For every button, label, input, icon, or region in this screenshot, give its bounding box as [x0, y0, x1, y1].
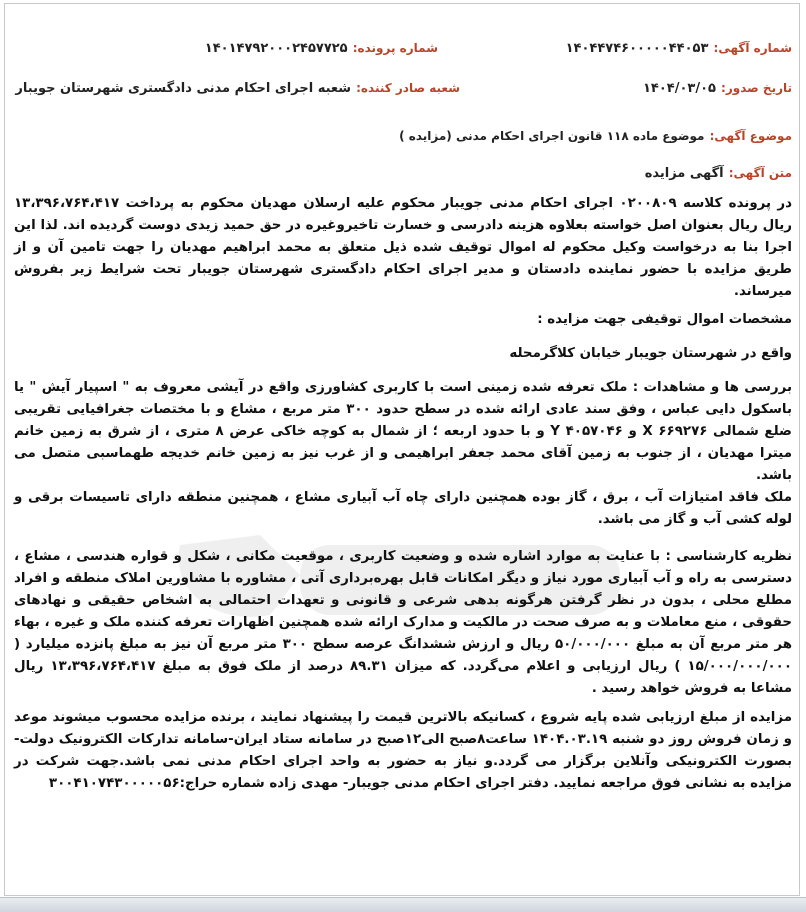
- bottom-scrollbar[interactable]: [0, 897, 806, 912]
- paragraph-expert-opinion: نظریه کارشناسی : با عنایت به موارد اشاره شده و وضعیت کاربری ، موقعیت مکانی ، شکل و قواره هندسی ، مشاع ، دسترسی به راه و آب آبیاری مورد نیاز و دیگر امکانات قابل بهره‌برداری آتی ، مشاوره با مشاورین املاک منطقه و افراد مطلع محلی ، بدون در نظر گرفتن هرگونه بدهی شرعی و قانونی و تعهدات احتمالی به اشخاص حقیقی و نهادهای حقوقی ، منع معاملات و به صرف صحت در مالکیت و مدارک ارائه شده همچنین اظهارات تعرفه کننده ملک و غیره ، بهاء هر متر مربع آن به مبلغ ۵۰/۰۰۰/۰۰۰ ریال و ارزش ششدانگ عرصه سطح ۳۰۰ متر مربع آن نیز به مبلغ پانزده میلیارد ( ۱۵/۰۰۰/۰۰۰/۰۰۰ ) ریال ارزیابی و اعلام می‌گردد. که میزان ۸۹.۳۱ درصد از ملک فوق به مبلغ ۱۳،۳۹۶،۷۶۴،۴۱۷ ریال مشاعا به فروش خواهد رسید .: [14, 549, 792, 696]
- paragraph-utilities: ملک فاقد امتیازات آب ، برق ، گاز بوده همچنین دارای چاه آب آبیاری مشاع ، همچنین منطقه دارای تاسیسات برقی و لوله کشی آب و گاز می باشد.: [14, 490, 792, 527]
- notice-number-row: [566, 37, 792, 56]
- issue-date-row: [643, 77, 792, 96]
- paragraph-auction-terms: مزایده از مبلغ ارزیابی شده پایه شروع ، کسانیکه بالاترین قیمت را پیشنهاد نمایند ، برنده مزایده محسوب میشوند موعد و زمان فروش روز دو شنبه ۱۴۰۴.۰۳.۱۹ ساعت۸صبح الی۱۲صبح در سامانه ستاد ایران-سامانه تدارکات الکترونیک دولت-بصورت الکترونیکی وآنلاین برگزار می گردد.و نیاز به حضور به واحد اجرای احکام مدنی نمی باشد.جهت شرکت در مزایده به نشانی فوق مراجعه نمایید. دفتر اجرای احکام مدنی جویبار- مهدی زاده شماره حراج:۳۰۰۴۱۰۷۴۳۰۰۰۰۰۵۶: [14, 710, 792, 791]
- notice-number-label: شماره آگهی:: [713, 41, 792, 55]
- case-number: ۱۴۰۱۴۷۹۲۰۰۰۲۴۵۷۷۲۵: [204, 41, 348, 56]
- paragraph-location: واقع در شهرستان جویبار خیابان کلاگرمحله: [509, 346, 792, 361]
- notice-text-title: آگهی مزایده: [644, 166, 724, 181]
- paragraph-inspection: بررسی ها و مشاهدات : ملک تعرفه شده زمینی است با کاربری کشاورزی واقع در آیشی معروف به " اسپیار آیش " یا باسکول دایی عباس ، وفق سند عادی ارائه شده در سطح حدود ۳۰۰ متر مربع ، مشاع و با مختصات جغرافیایی تقریبی ضلع شمالی X ۶۶۹۲۷۶ و Y ۴۰۵۷۰۴۶ و با حدود اربعه ؛ از شمال به کوچه خاکی عرض ۸ متری ، از شرق به زمین خانم میترا مهدیان ، از جنوب به زمین آقای محمد جعفر ابراهیمی و از غرب نیز به زمین خانم خدیجه طهماسبی متصل می باشد.: [14, 380, 792, 483]
- issue-date: ۱۴۰۴/۰۳/۰۵: [642, 81, 716, 96]
- issuer: شعبه اجرای احکام مدنی دادگستری شهرستان جویبار: [15, 81, 352, 96]
- notice-text-label: متن آگهی:: [728, 166, 792, 180]
- case-number-row: [205, 37, 438, 56]
- notice-number: ۱۴۰۴۴۷۴۶۰۰۰۰۰۴۴۰۵۳: [565, 41, 709, 56]
- subject-value: موضوع ماده ۱۱۸ قانون اجرای احکام مدنی (مزایده ): [399, 129, 705, 143]
- subject-row: [399, 125, 792, 144]
- issuer-row: [15, 77, 460, 96]
- subject-label: موضوع آگهی:: [709, 129, 792, 143]
- paragraph-property-heading: مشخصات اموال توقیفی جهت مزایده :: [537, 312, 792, 327]
- notice-text-row: [645, 162, 792, 181]
- paragraph-intro: در پرونده کلاسه ۰۲۰۰۸۰۹ اجرای احکام مدنی جویبار محکوم علیه ارسلان مهدیان محکوم به پرداخت ۱۳،۳۹۶،۷۶۴،۴۱۷ ریال ریال بعنوان اصل خواسته بعلاوه هزینه دادرسی و خسارت تاخیروغیره در حق حمید زیدی دوست گردیده اند. لذا این اجرا بنا به درخواست وکیل محکوم له اموال توقیف شده ذیل متعلق به محمد ابراهیم مهدیان را جهت تامین آن و از طریق مزایده با حضور نماینده دادستان و مدیر اجرای احکام دادگستری شهرستان جویبار تحت شرایط زیر بفروش میرساند.: [14, 196, 792, 299]
- case-number-label: شماره پرونده:: [352, 41, 438, 55]
- issuer-label: شعبه صادر کننده:: [356, 81, 460, 95]
- issue-date-label: تاریخ صدور:: [721, 81, 792, 95]
